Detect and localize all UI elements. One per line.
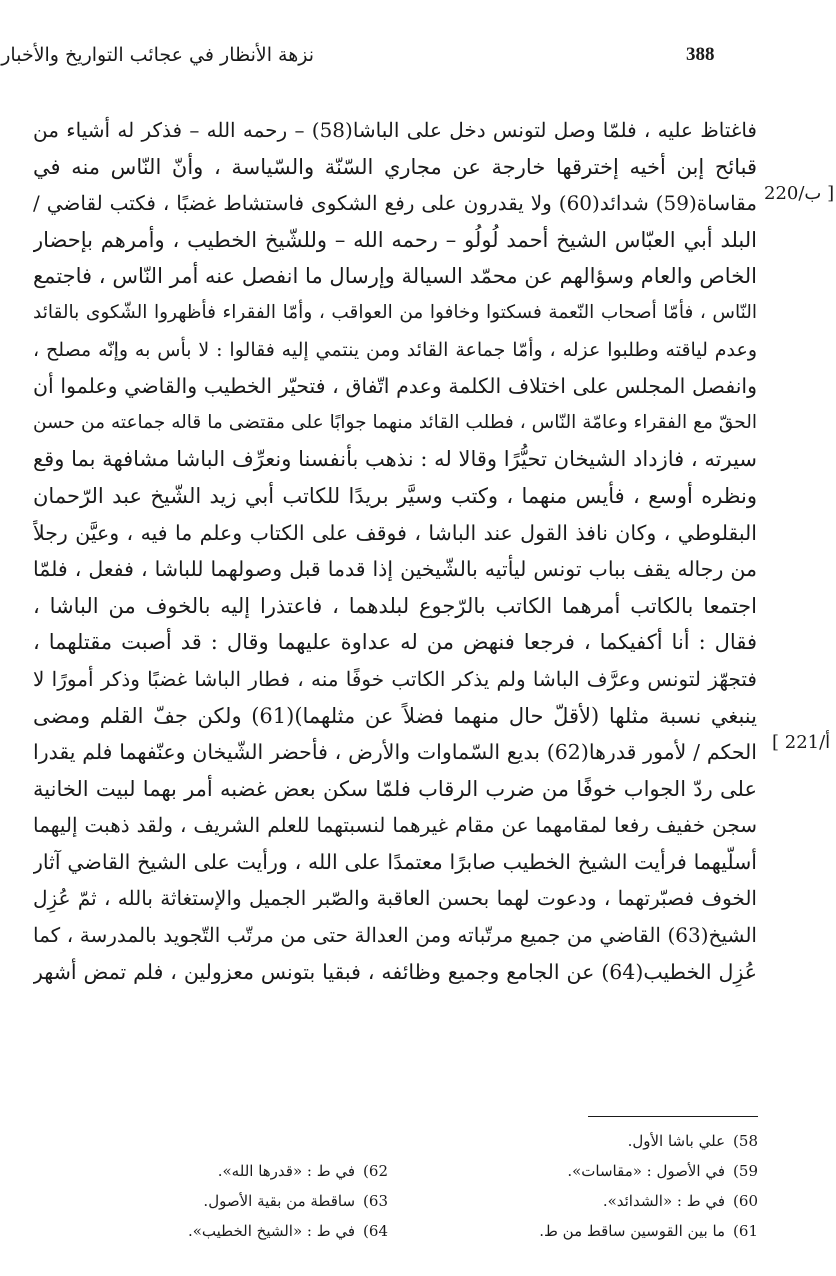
text-line: الحكم / لأمور قدرها(62) بديع السّماوات والأرض ، فأحضر الشّيخان وعنّفهما فلم يقدرا [33,740,757,765]
footnote-number: 60) [733,1192,758,1210]
footnote-text: ساقطة من بقية الأصول. [203,1192,356,1210]
footnote-number: 61) [733,1222,758,1240]
footnote-number: 62) [363,1162,388,1180]
text-line: وانفصل المجلس على اختلاف الكلمة وعدم اتّفاق ، فتحيّر الخطيب والقاضي وعلموا أن [33,374,757,399]
footnote [539,1222,758,1240]
footnote-text: ما بين القوسين ساقط من ط. [539,1222,726,1240]
text-line: الشيخ(63) القاضي من جميع مرتّباته ومن العدالة حتى من مرتّب التّجويد بالمدرسة ، كما [33,923,757,948]
text-line: وعدم لياقته وطلبوا عزله ، وأمّا جماعة القائد ومن ينتمي إليه فقالوا : لا بأس به وإنّه مصلح ، [33,338,757,361]
text-line: البلد أبي العبّاس الشيخ أحمد لُولُو – رحمه الله – وللشّيخ الخطيب ، وأمرهم بإحضار [33,227,757,252]
footnote-number: 59) [733,1162,758,1180]
footnote [218,1162,388,1180]
text-line: الخاص والعام وسؤالهم عن محمّد السيالة وإرسال ما انفصل عنه أمر النّاس ، فاجتمع [33,264,757,289]
text-line: سيرته ، فازداد الشيخان تحيُّرًا وقالا له : نذهب بأنفسنا ونعرِّف الباشا مشافهة بما وقع [33,447,757,472]
text-line: ونظره أوسع ، فأيس منهما ، وكتب وسيَّر بريدًا للكاتب أبي زيد الشّيخ عبد الرّحمان [33,483,757,508]
running-title: نزهة الأنظار في عجائب التواريخ والأخبار [1,44,314,66]
text-line: فقال : أنا أكفيكما ، فرجعا فنهض من له عداوة عليهما وقال : قد أصبت مقتلهما ، [33,630,757,655]
footnote-text: في الأصول : «مقاسات». [567,1162,726,1180]
footnote [603,1192,758,1210]
footnote-text: في ط : «الشيخ الخطيب». [187,1222,356,1240]
text-line: اجتمعا بالكاتب أمرهما الكاتب بالرّجوع لبلدهما ، فاعتذرا إليه بالخوف من الباشا ، [33,593,757,618]
footnote-number: 64) [363,1222,388,1240]
text-line: النّاس ، فأمّا أصحاب النّعمة فسكتوا وخافوا من العواقب ، وأمّا الفقراء فأظهروا الشّكوى بالقائد [33,301,757,323]
footnote-separator [588,1116,758,1117]
margin-folio-ref: 220/ب ] [764,183,835,204]
text-line: سجن خفيف رفعا لمقامهما عن مقام غيرهما لنسبتهما للعلم الشريف ، ولقد ذهبت إليهما [33,813,757,838]
footnote-number: 63) [363,1192,388,1210]
text-line: على ردّ الجواب خوفًا من ضرب الرقاب فلمّا سكن بعض غضبه أمر بهما لبيت الخانية [33,776,757,801]
margin-folio-ref: [ 221/أ [772,732,831,753]
text-line: مقاساة(59) شدائد(60) ولا يقدرون على رفع الشكوى فاستشاط غضبًا ، فكتب لقاضي / [33,191,757,216]
main-text [33,112,757,990]
text-line: قبائح إبن أخيه إخترقها خارجة عن مجاري السّنّة والسّياسة ، وأنّ النّاس منه في [33,154,757,179]
footnote-text: علي باشا الأول. [627,1132,726,1150]
text-line: الحقّ مع الفقراء وعامّة النّاس ، فطلب القائد منهما جوابًا على مقتضى ما قاله جماعته من حسن [33,411,757,433]
text-line: ينبغي نسبة مثلها (لأقلّ حال منهما فضلاً عن مثلهما)(61) ولكن جفّ القلم ومضى [33,703,757,728]
footnote-text: في ط : «الشدائد». [602,1192,726,1210]
text-line: الخوف فصبّرتهما ، ودعوت لهما بحسن العاقبة والصّبر الجميل والإستغاثة بالله ، ثمّ عُزِل [33,886,757,911]
text-line: من رجاله يقف بباب تونس ليأتيه بالشّيخين إذا قدما قبل وصولهما للباشا ، ففعل ، فلمّا [33,557,757,582]
text-line: عُزِل الخطيب(64) عن الجامع وجميع وظائفه ، فبقيا بتونس معزولين ، فلم تمض أشهر [33,959,757,984]
footnote [188,1222,388,1240]
text-line: البقلوطي ، وكان نافذ القول عند الباشا ، فوقف على الكتاب وعلم ما فيه ، وعيَّن رجلاً [33,520,757,545]
footnote-number: 58) [733,1132,758,1150]
text-line: أسلّيهما فرأيت الشيخ الخطيب صابرًا معتمدًا على الله ، ورأيت على الشيخ القاضي آثار [33,849,757,874]
footnote-text: في ط : «قدرها الله». [217,1162,356,1180]
footnote [567,1162,758,1180]
text-line: فتجهّز لتونس وعرَّف الباشا ولم يذكر الكاتب خوفًا منه ، فطار الباشا غضبًا وذكر أمورًا لا [33,666,757,691]
page-number: 388 [686,44,715,65]
footnote [628,1132,758,1150]
footnote [203,1192,388,1210]
text-line: فاغتاظ عليه ، فلمّا وصل لتونس دخل على الباشا(58) – رحمه الله – فذكر له أشياء من [33,118,757,142]
